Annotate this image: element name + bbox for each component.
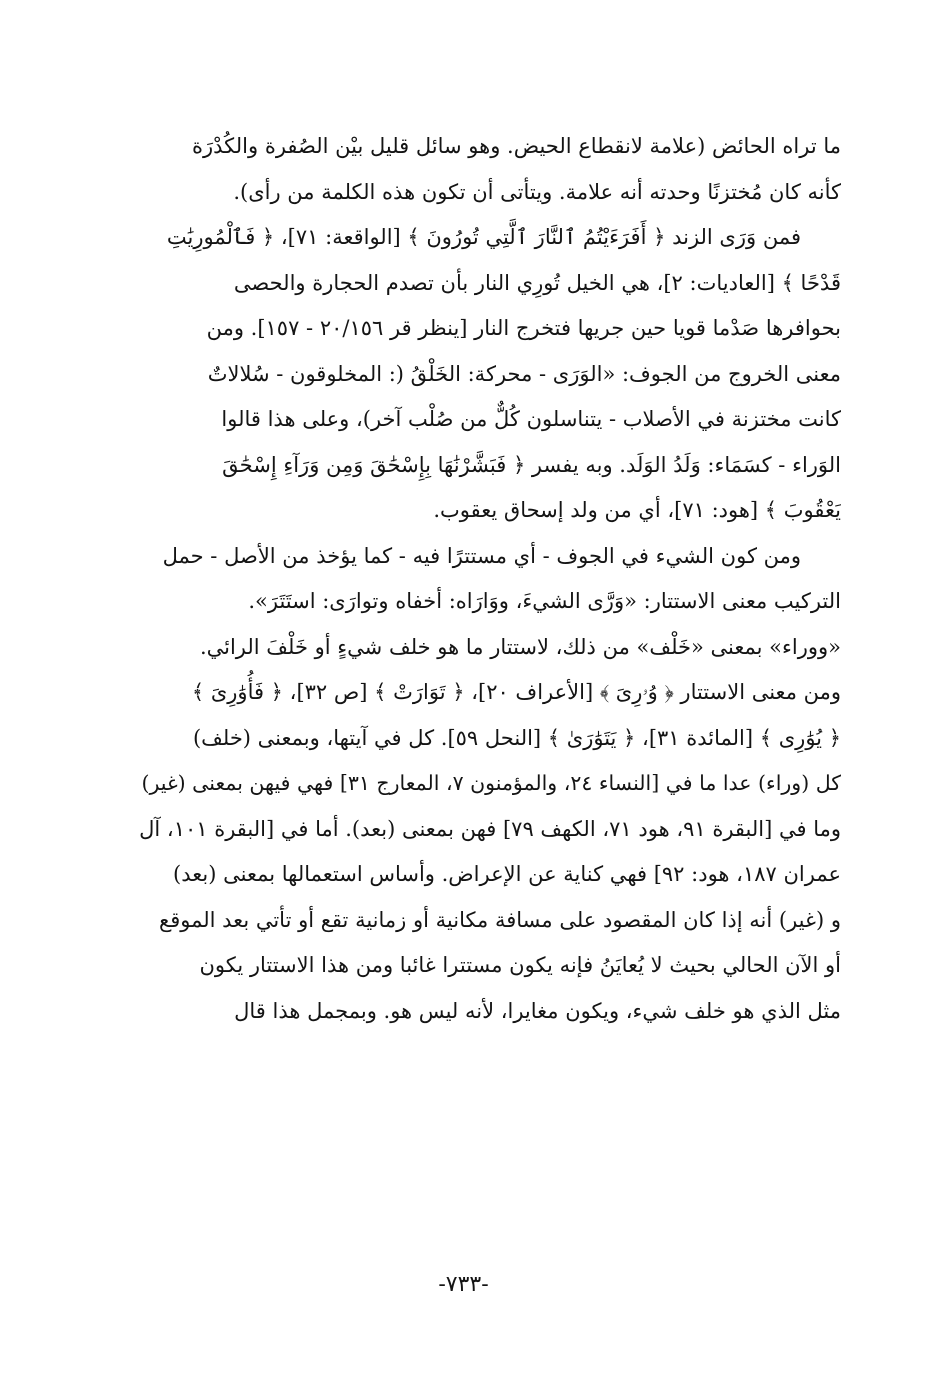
text-line: مثل الذي هو خلف شيء، ويكون مغايرا، لأنه ليس هو. وبمجمل هذا قال	[234, 998, 841, 1023]
text-line: كل (وراء) عدا ما في [النساء ٢٤، والمؤمنون ٧، المعارج ٣١] فهي فيهن بمعنى (غير)	[141, 771, 841, 795]
body-text	[128, 124, 841, 1034]
text-line: فمن وَرَى الزند ﴿ أَفَرَءَيْتُمُ ٱلنَّارَ ٱلَّتِي تُورُونَ ﴾ [الواقعة: ٧١]، ﴿ فَٱلْمُورِيَٰتِ	[166, 225, 801, 249]
text-line: يَعْقُوبَ ﴾ [هود: ٧١]، أي من ولد إسحاق يعقوب.	[433, 498, 841, 522]
text-line: الوَراء - كسَمَاء: وَلَدُ الوَلَد. وبه يفسر ﴿ فَبَشَّرْنَٰهَا بِإِسْحَٰقَ وَمِن وَرَآءِ إِسْحَٰقَ	[222, 452, 841, 477]
text-line: بحوافرها صَدْما قويا حين جريها فتخرج النار [ينظر قر ٢٠/١٥٦ - ١٥٧]. ومن	[206, 316, 841, 340]
text-line: التركيب معنى الاستتار: «وَرَّى الشيءَ، ووَارَاه: أخفاه وتوارَى: استَتَرَ».	[248, 589, 841, 613]
text-line: ﴿ يُوَٰرِى ﴾ [المائدة ٣١]، ﴿ يَتَوَٰرَىٰ ﴾ [النحل ٥٩]. كل في آيتها، وبمعنى (خلف)	[192, 725, 841, 750]
text-line: ومن معنى الاستتار ﴿ وُۥرِىَ ﴾ [الأعراف ٢٠]، ﴿ تَوَارَتْ ﴾ [ص ٣٢]، ﴿ فَأُوَٰرِىَ ﴾	[191, 680, 841, 704]
text-line: وما في [البقرة ٩١، هود ٧١، الكهف ٧٩] فهن بمعنى (بعد). أما في [البقرة ١٠١، آل	[139, 816, 841, 841]
page-number: -٧٣٣-	[438, 1272, 489, 1297]
text-line: «ووراء» بمعنى «خَلْف» من ذلك، لاستتار ما هو خلف شيءٍ أو خَلْفَ الرائي.	[199, 634, 841, 659]
text-line: و (غير) أنه إذا كان المقصود على مسافة مكانية أو زمانية تقع أو تأتي بعد الموقع	[159, 907, 841, 932]
text-line: كانت مختزنة في الأصلاب - يتناسلون كُلٌّ من صُلْب آخر)، وعلى هذا قالوا	[221, 407, 841, 431]
text-line: قَدْحًا ﴾ [العاديات: ٢]، هي الخيل تُورِي النار بأن تصدم الحجارة والحصى	[233, 270, 841, 295]
text-line: معنى الخروج من الجوف: «الوَرَى - محركة: الخَلْقُ (: المخلوقون - سُلالاتٌ	[207, 361, 841, 386]
text-line: ما تراه الحائض (علامة لانقطاع الحيض. وهو سائل قليل بيْن الصُفرة والكُدْرَة	[192, 134, 841, 158]
text-line: كأنه كان مُختزنًا وحدته أنه علامة. ويتأتى أن تكون هذه الكلمة من رأى).	[233, 179, 841, 204]
text-line: عمران ١٨٧، هود: ٩٢] فهي كناية عن الإعراض. وأساس استعمالها بمعنى (بعد)	[173, 862, 841, 886]
text-line: أو الآن الحالي بحيث لا يُعايَنُ فإنه يكون مستترا غائبا ومن هذا الاستتار يكون	[199, 953, 841, 977]
text-line: ومن كون الشيء في الجوف - أي مستترًا فيه - كما يؤخذ من الأصل - حمل	[162, 543, 801, 568]
